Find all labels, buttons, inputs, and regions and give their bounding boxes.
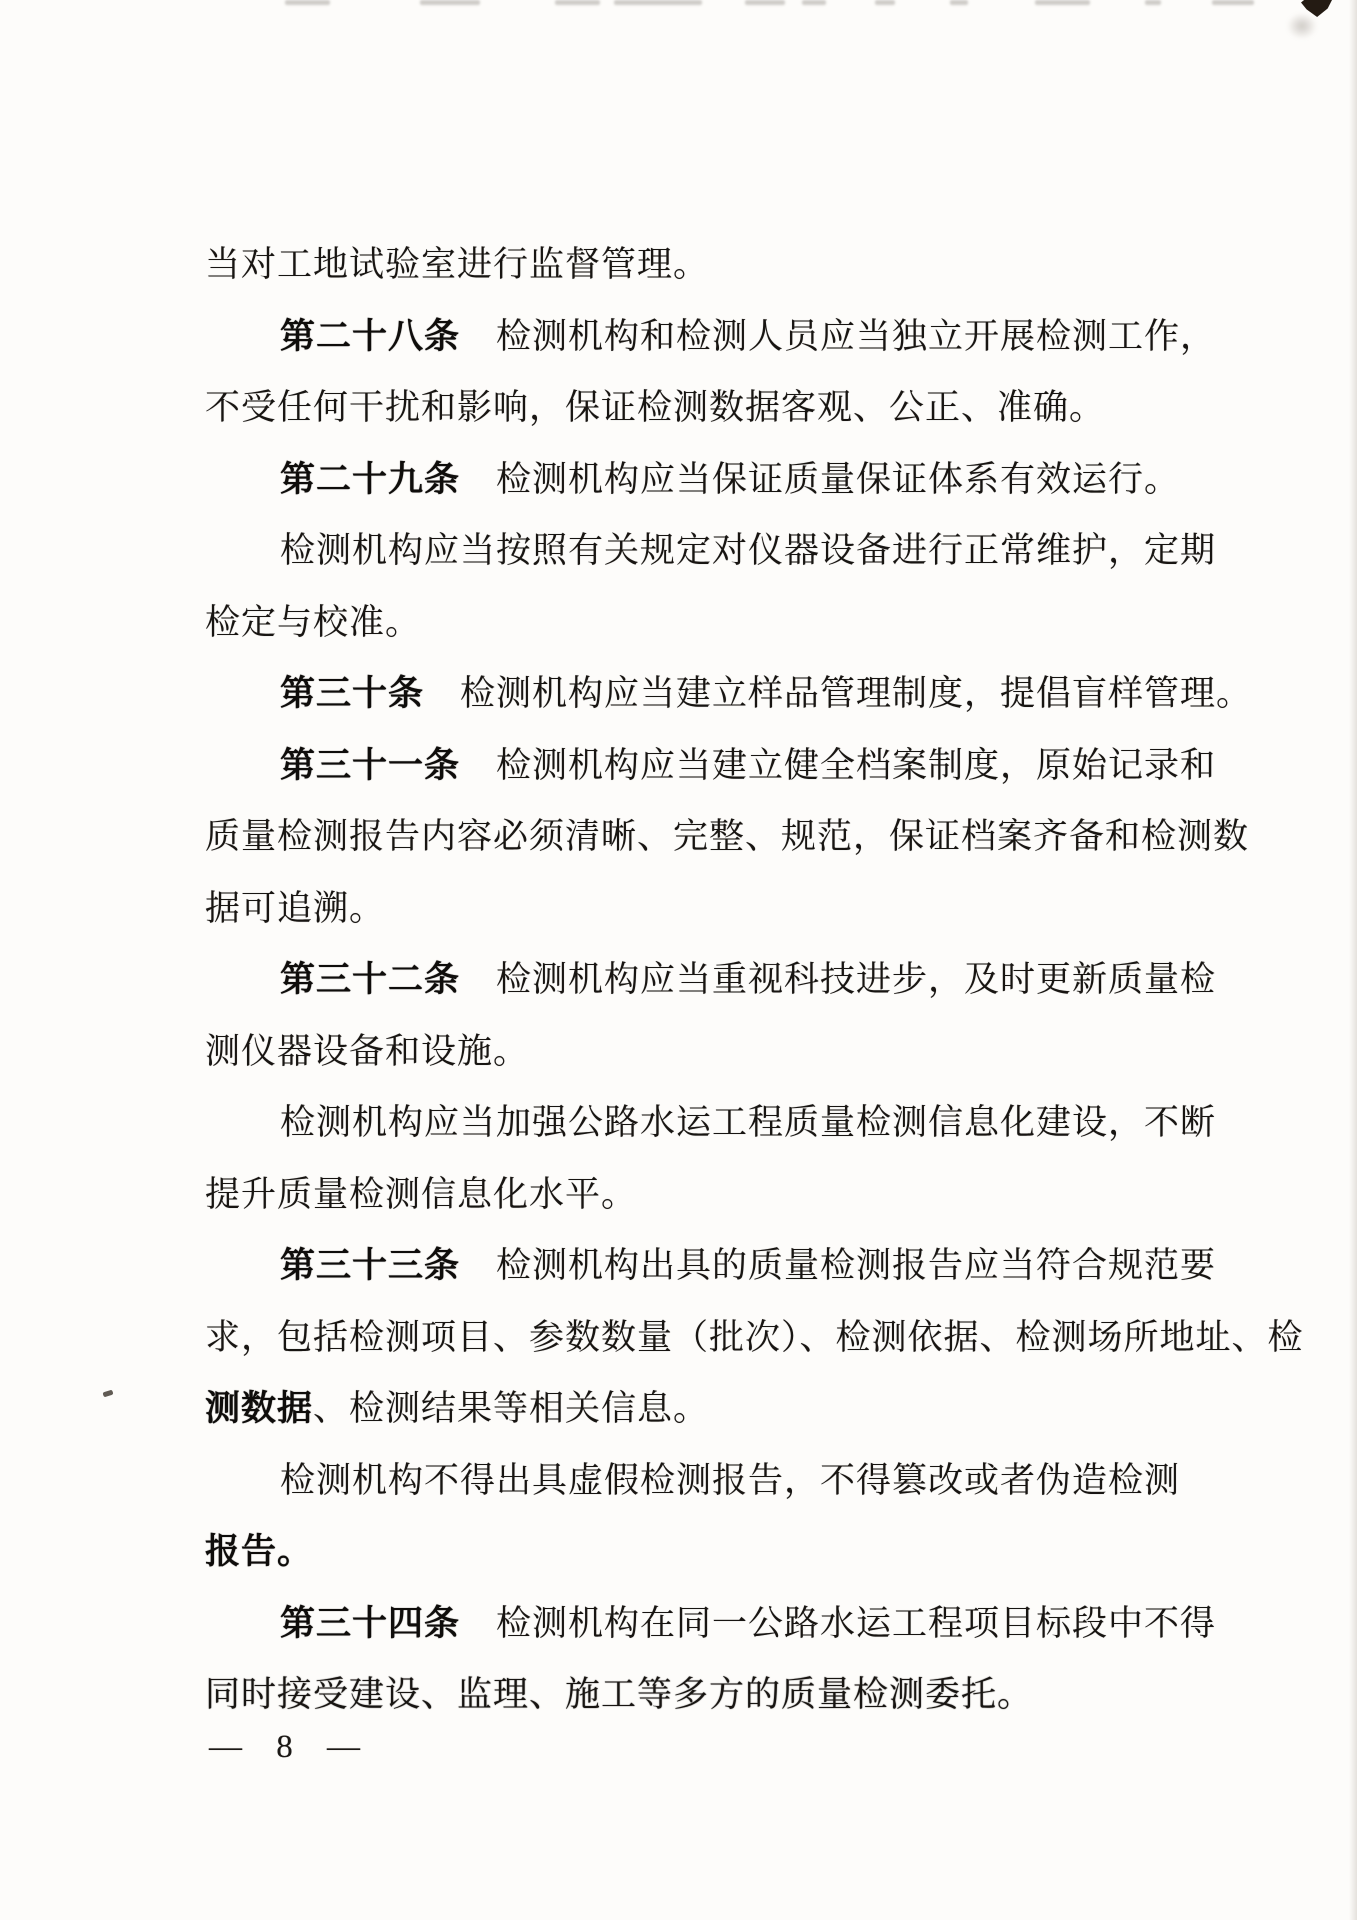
scan-smudge-top <box>420 0 480 5</box>
text-line <box>205 801 1250 873</box>
line-text: 检测机构在同一公路水运工程项目标段中不得 <box>460 1603 1217 1643</box>
line-text: 不受任何干扰和影响，保证检测数据客观、公正、准确。 <box>205 388 1106 427</box>
text-line <box>205 1230 1217 1302</box>
scan-smudge-top <box>1145 0 1161 5</box>
article-number: 报告。 <box>205 1532 314 1571</box>
text-line <box>205 301 1217 373</box>
text-line <box>205 444 1210 516</box>
line-text: 求，包括检测项目、参数数量（批次）、检测依据、检测场所地址、检 <box>205 1317 1304 1357</box>
text-line <box>205 730 1217 802</box>
text-line <box>205 873 1210 945</box>
line-text: 检测机构出具的质量检测报告应当符合规范要 <box>460 1246 1217 1285</box>
page-number-footer: — 8 — <box>209 1729 367 1765</box>
article-number: 第三十三条 <box>280 1246 461 1285</box>
scan-smudge-top <box>555 0 600 5</box>
text-line <box>205 1373 1210 1445</box>
text-block <box>205 229 1304 1731</box>
line-text: 质量检测报告内容必须清晰、完整、规范，保证档案齐备和检测数 <box>205 817 1250 856</box>
text-line <box>205 1445 1210 1517</box>
line-text: 同时接受建设、监理、施工等多方的质量检测委托。 <box>205 1675 1034 1714</box>
scan-smudge-top <box>1212 0 1254 5</box>
line-text: 提升质量检测信息化水平。 <box>205 1174 638 1214</box>
text-line <box>205 372 1210 444</box>
text-line <box>205 1659 1210 1731</box>
text-line <box>205 515 1217 587</box>
ink-speck <box>102 1390 113 1398</box>
text-line <box>205 1588 1217 1660</box>
scan-smudge-top <box>1035 0 1090 5</box>
scan-corner-shadow <box>1287 13 1317 39</box>
article-number: 第三十一条 <box>280 745 461 785</box>
line-text: 检测机构应当建立健全档案制度，原始记录和 <box>460 745 1217 785</box>
text-line <box>205 1087 1217 1159</box>
line-text: 检定与校准。 <box>205 602 422 642</box>
text-line <box>205 944 1217 1016</box>
text-line <box>205 658 1253 730</box>
text-line <box>205 1159 1210 1231</box>
text-line <box>205 1016 1210 1088</box>
article-number: 第三十条 <box>280 674 425 713</box>
text-line <box>205 587 1210 659</box>
article-number: 测数据 <box>205 1389 314 1428</box>
scan-smudge-top <box>745 0 785 5</box>
scan-smudge-top <box>875 0 895 5</box>
text-line <box>205 1516 1210 1588</box>
article-number: 第三十二条 <box>280 960 461 999</box>
line-text: 检测机构和检测人员应当独立开展检测工作， <box>460 316 1217 356</box>
scan-smudge-top <box>614 0 702 5</box>
line-text: 检测机构应当保证质量保证体系有效运行。 <box>460 459 1181 499</box>
line-text: 测仪器设备和设施。 <box>205 1031 530 1071</box>
scan-smudge-top <box>802 0 826 5</box>
scan-smudge-top <box>950 0 968 5</box>
article-number: 第二十八条 <box>280 316 461 356</box>
line-text: 检测机构应当建立样品管理制度，提倡盲样管理。 <box>424 674 1253 713</box>
scan-smudge-top <box>285 0 330 5</box>
line-text: 当对工地试验室进行监督管理。 <box>205 245 710 284</box>
line-text: 检测机构应当重视科技进步，及时更新质量检 <box>460 960 1217 999</box>
scan-edge-shading <box>1349 0 1357 1920</box>
line-text: 据可追溯。 <box>205 888 386 928</box>
text-line <box>205 229 1210 301</box>
article-number: 第三十四条 <box>280 1603 461 1643</box>
line-text: 检测机构不得出具虚假检测报告，不得篡改或者伪造检测 <box>280 1460 1181 1500</box>
text-line <box>205 1302 1304 1374</box>
line-text: 检测机构应当加强公路水运工程质量检测信息化建设，不断 <box>280 1103 1217 1142</box>
line-text: 、检测结果等相关信息。 <box>313 1389 710 1428</box>
line-text: 检测机构应当按照有关规定对仪器设备进行正常维护，定期 <box>280 531 1217 570</box>
article-number: 第二十九条 <box>280 459 461 499</box>
